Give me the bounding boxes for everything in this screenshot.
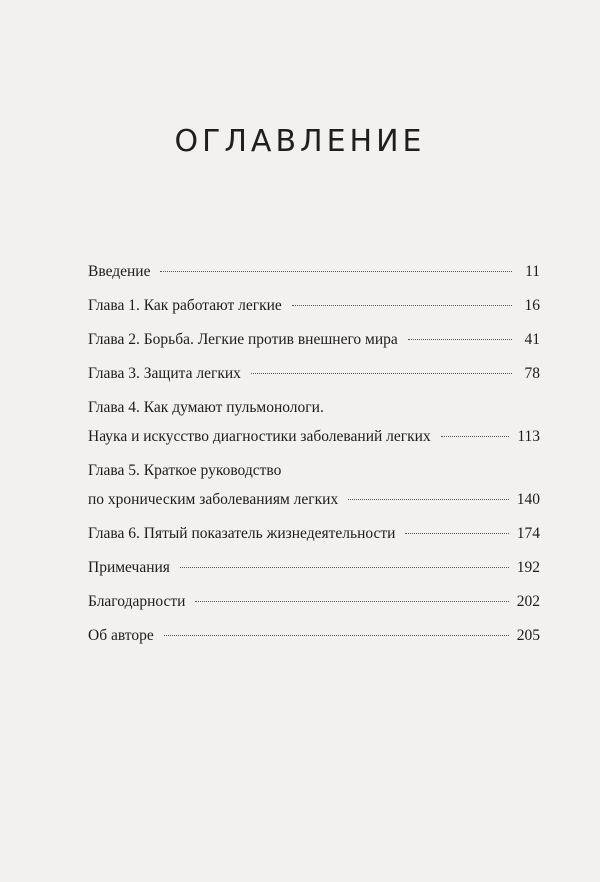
dot-leader: [405, 533, 508, 534]
toc-entry-acknowledgements: [88, 593, 540, 627]
toc-page-number: 205: [516, 627, 540, 644]
toc-entry-chapter-5: [88, 462, 540, 525]
toc-entry-chapter-3: [88, 365, 540, 399]
toc-page-number: 16: [524, 297, 540, 314]
toc-entry-chapter-1: [88, 297, 540, 331]
dot-leader: [441, 436, 510, 437]
toc-entry-title-line2: по хроническим заболеваниям легких: [88, 491, 339, 508]
dot-leader: [160, 271, 512, 272]
dot-leader: [180, 567, 509, 568]
toc-page-number: 41: [524, 331, 540, 348]
toc-entry-title: Глава 6. Пятый показатель жизнедеятельности: [88, 525, 396, 542]
toc-entry-about-author: [88, 627, 540, 661]
toc-page-number: 140: [516, 491, 540, 508]
dot-leader: [164, 635, 509, 636]
toc-entry-line2: [88, 428, 540, 462]
dot-leader: [408, 339, 512, 340]
toc-entry-title-line1: Глава 5. Краткое руководство: [88, 462, 282, 479]
dot-leader: [292, 305, 512, 306]
toc-page-number: 174: [516, 525, 540, 542]
toc-entry-introduction: [88, 263, 540, 297]
toc-entry-title: Примечания: [88, 559, 170, 576]
dot-leader: [195, 601, 508, 602]
dot-leader: [251, 373, 512, 374]
table-of-contents: [88, 263, 540, 661]
dot-leader: [348, 499, 509, 500]
toc-page-number: 192: [516, 559, 540, 576]
toc-entry-title: Введение: [88, 263, 151, 280]
toc-page-number: 113: [517, 428, 540, 445]
toc-entry-chapter-6: [88, 525, 540, 559]
toc-entry-title: Глава 3. Защита легких: [88, 365, 241, 382]
toc-entry-title: Благодарности: [88, 593, 186, 610]
toc-page-number: 202: [516, 593, 540, 610]
page-title: ОГЛАВЛЕНИЕ: [174, 124, 426, 159]
toc-entry-title: Глава 2. Борьба. Легкие против внешнего мира: [88, 331, 398, 348]
toc-entry-title-line2: Наука и искусство диагностики заболеваний легких: [88, 428, 431, 445]
toc-entry-notes: [88, 559, 540, 593]
toc-page-number: 11: [525, 263, 540, 280]
toc-entry-chapter-4: [88, 399, 540, 462]
toc-entry-chapter-2: [88, 331, 540, 365]
toc-entry-title: Об авторе: [88, 627, 154, 644]
toc-entry-title: Глава 1. Как работают легкие: [88, 297, 282, 314]
toc-page-number: 78: [524, 365, 540, 382]
toc-entry-line2: [88, 491, 540, 525]
toc-entry-title-line1: Глава 4. Как думают пульмонологи.: [88, 399, 324, 416]
